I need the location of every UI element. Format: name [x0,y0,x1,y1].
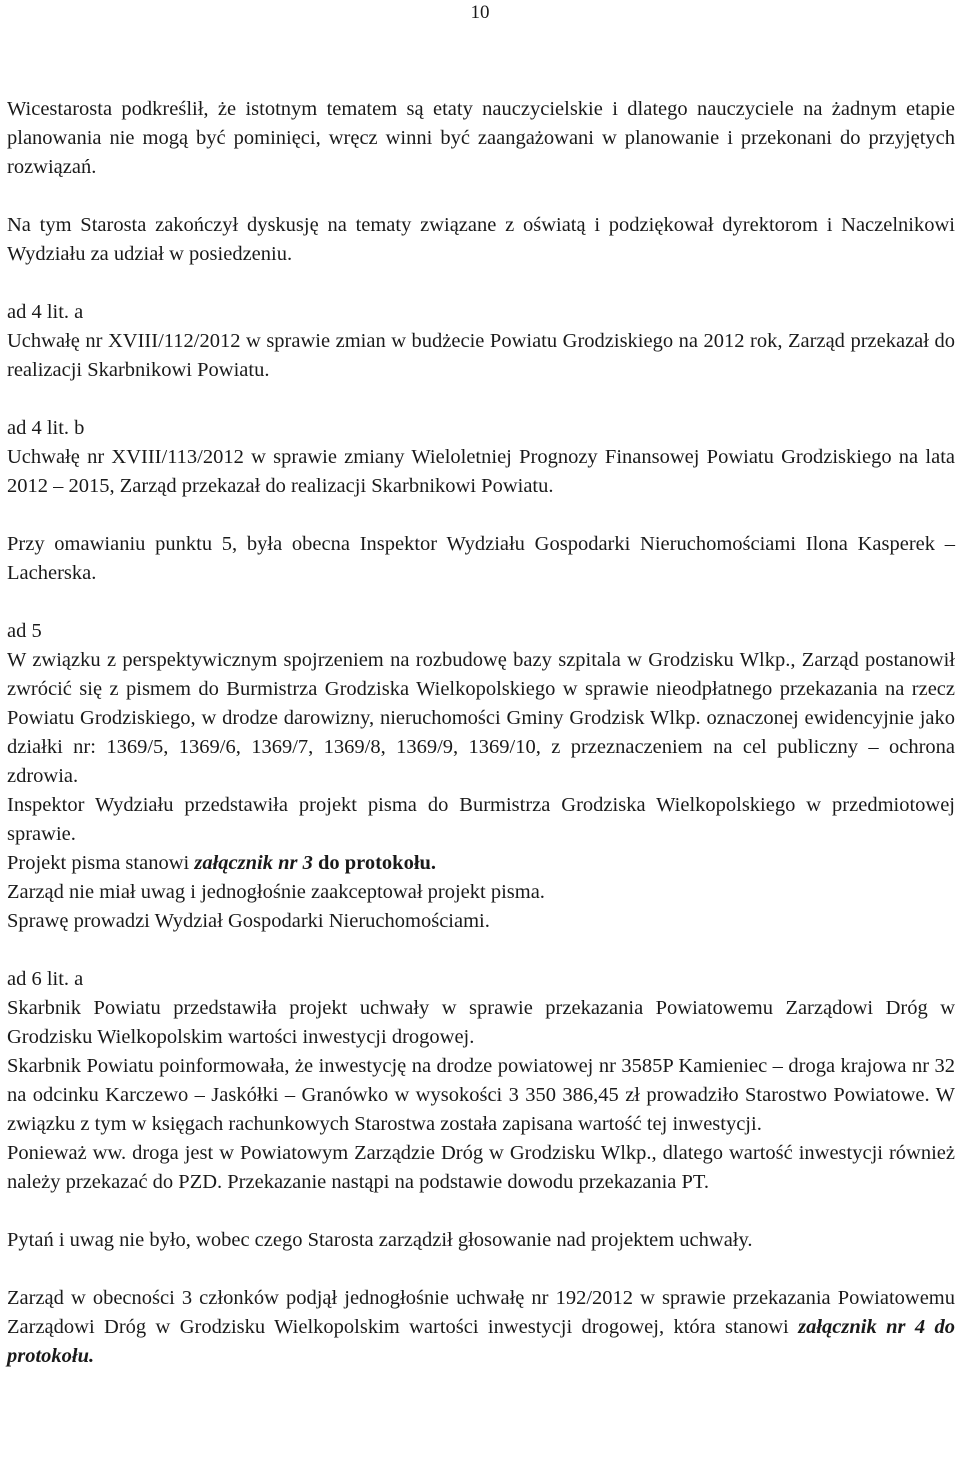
heading-ad-5: ad 5 [7,620,42,642]
paragraph-wicestarosta: Wicestarosta podkreślił, że istotnym tematem są etaty nauczycielskie i dlatego nauczyciele na żadnym etapie planowania nie mogą być pominięci, wręcz winni być zaangażowani w planowanie i przekonani do przyjętych rozwiązań. [7,98,955,178]
attachment-label: załącznik nr 4 do protokołu. [7,1316,955,1367]
paragraph-ad-5: W związku z perspektywicznym spojrzeniem na rozbudowę bazy szpitala w Grodzisku Wlkp., Zarząd postanowił zwrócić się z pismem do Burmistrza Grodziska Wielkopolskiego w sprawie nieodpłatnego przekazania na rzecz Powiatu Grodziskiego, w drodze darowizny, nieruchomości Gminy Grodzisk Wlkp. oznaczonej ewidencyjnie jako działki nr: 1369/5, 1369/6, 1369/7, 1369/8, 1369/9, 1369/10, z przeznaczeniem na cel publiczny – ochrona zdrowia. [7,649,955,787]
paragraph-ad-5-akceptacja: Zarząd nie miał uwag i jednogłośnie zaakceptował projekt pisma. [7,881,545,903]
paragraph-ad-6a-3: Ponieważ ww. droga jest w Powiatowym Zarządzie Dróg w Grodzisku Wlkp., dlatego wartość inwestycji również należy przekazać do PZD. Przekazanie nastąpi na podstawie dowodu przekazania PT. [7,1142,955,1193]
attachment-suffix: do protokołu. [312,852,437,874]
heading-ad-4b: ad 4 lit. b [7,417,85,439]
paragraph-ad-4b: Uchwałę nr XVIII/113/2012 w sprawie zmiany Wieloletniej Prognozy Finansowej Powiatu Grodziskiego na lata 2012 – 2015, Zarząd przekazał do realizacji Skarbnikowi Powiatu. [7,446,955,497]
paragraph-ad-6a-1: Skarbnik Powiatu przedstawiła projekt uchwały w sprawie przekazania Powiatowemu Zarządowi Dróg w Grodzisku Wielkopolskim wartości inwestycji drogowej. [7,997,955,1048]
paragraph-ad-6a-2: Skarbnik Powiatu poinformowała, że inwestycję na drodze powiatowej nr 3585P Kamieniec – droga krajowa nr 32 na odcinku Karczewo – Jaskółki – Granówko w wysokości 3 350 386,45 zł prowadziło Starostwo Powiatowe. W związku z tym w księgach rachunkowych Starostwa została zapisana wartość tej inwestycji. [7,1055,955,1135]
paragraph-uchwala-192 [7,1284,955,1371]
paragraph-pytania: Pytań i uwag nie było, wobec czego Starosta zarządził głosowanie nad projektem uchwały. [7,1229,753,1251]
text: Zarząd w obecności 3 członków podjął jednogłośnie uchwałę nr 192/2012 w sprawie przekazania Powiatowemu Zarządowi Dróg w Grodzisku Wielkopolskim wartości inwestycji drogowej, która stanowi [7,1287,955,1338]
text: Projekt pisma stanowi [7,852,195,874]
paragraph-starosta-dyskusja: Na tym Starosta zakończył dyskusję na tematy związane z oświatą i podziękował dyrektorom i Naczelnikowi Wydziału za udział w posiedzeniu. [7,214,955,265]
paragraph-punkt-5: Przy omawianiu punktu 5, była obecna Inspektor Wydziału Gospodarki Nieruchomościami Ilona Kasperek – Lacherska. [7,533,955,584]
attachment-label: załącznik nr 3 [194,852,313,874]
paragraph-ad-5-inspektor: Inspektor Wydziału przedstawiła projekt pisma do Burmistrza Grodziska Wielkopolskiego w przedmiotowej sprawie. [7,794,955,845]
page-number: 10 [470,2,490,23]
paragraph-ad-4a: Uchwałę nr XVIII/112/2012 w sprawie zmian w budżecie Powiatu Grodziskiego na 2012 rok, Zarząd przekazał do realizacji Skarbnikowi Powiatu. [7,330,955,381]
heading-ad-6a: ad 6 lit. a [7,968,84,990]
paragraph-ad-5-zalacznik [7,849,955,878]
heading-ad-4a: ad 4 lit. a [7,301,84,323]
paragraph-ad-5-prowadzi: Sprawę prowadzi Wydział Gospodarki Nieruchomościami. [7,910,490,932]
document-body [7,95,955,1371]
